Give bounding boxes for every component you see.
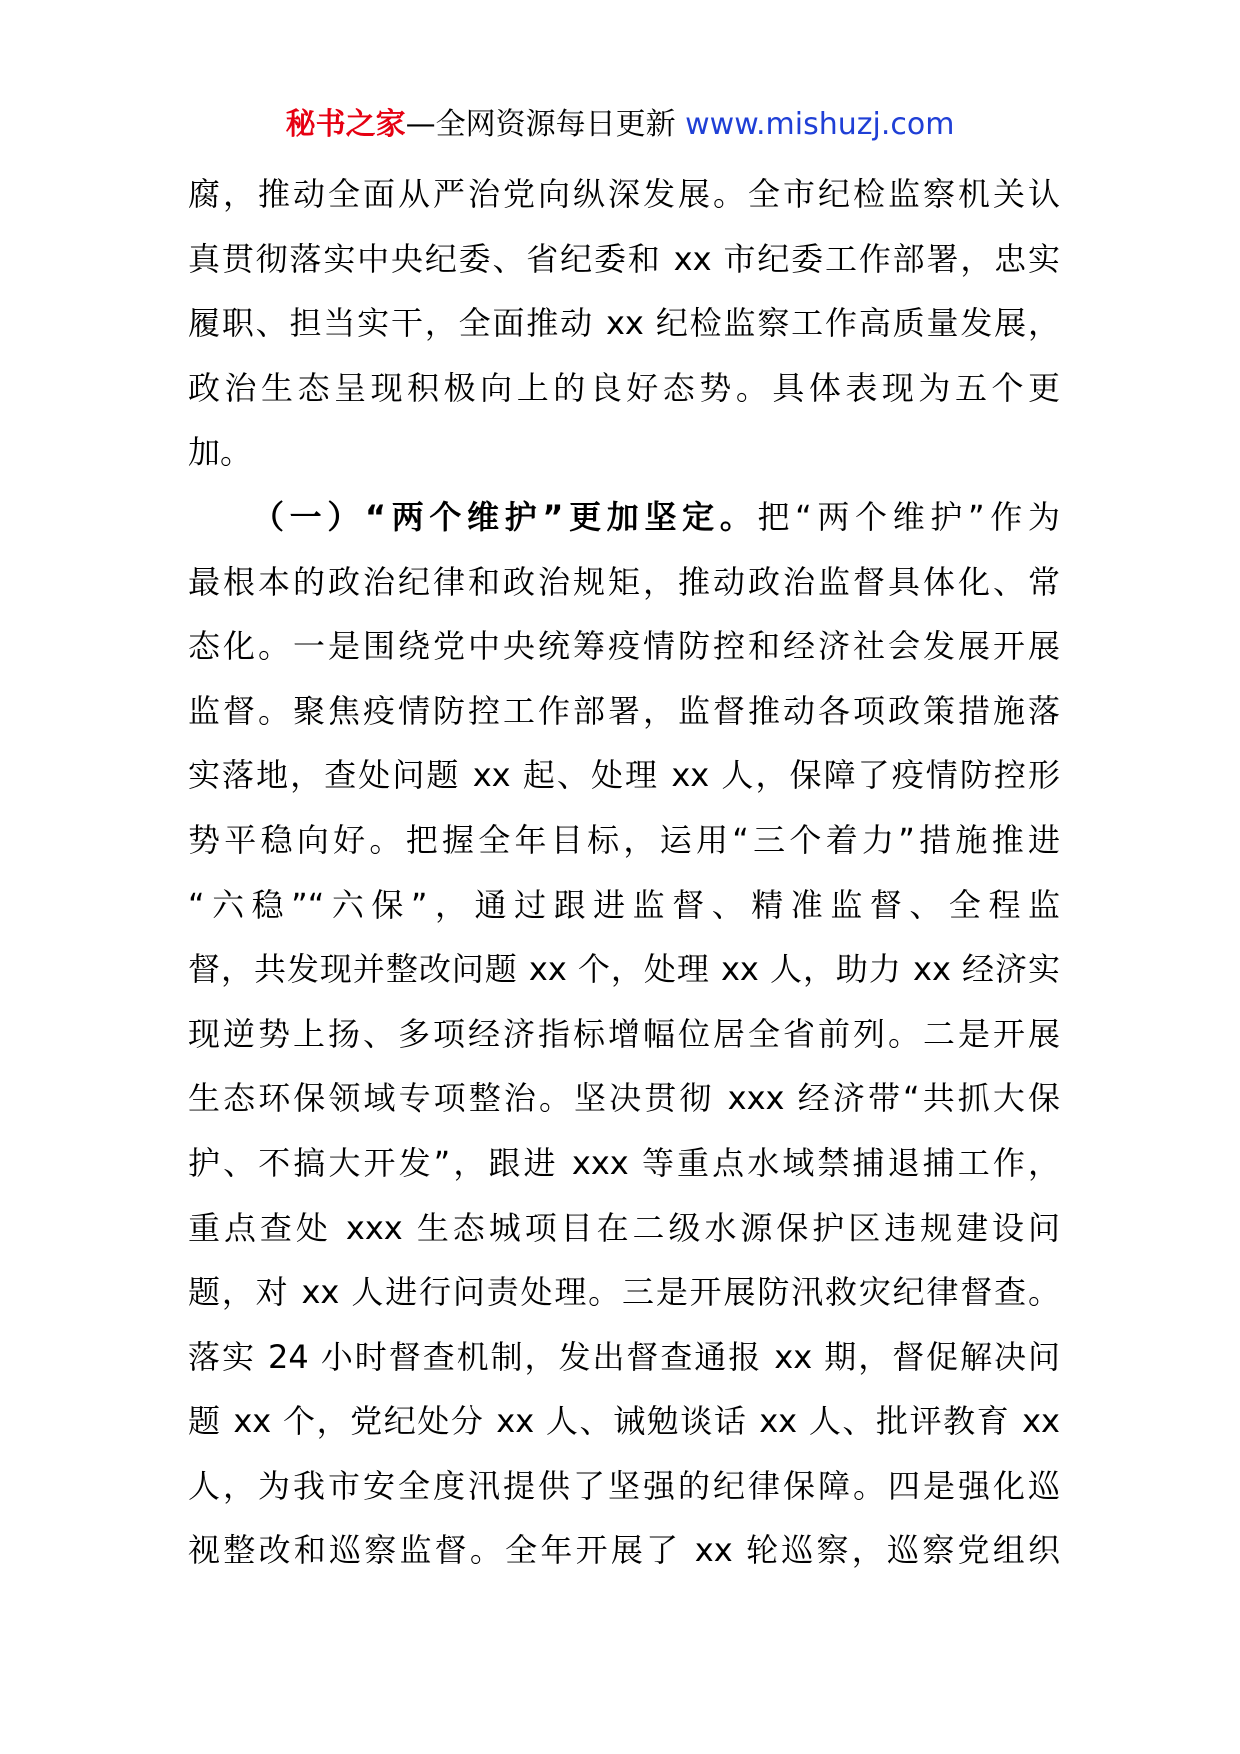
text-line: 现逆势上扬、多项经济指标增幅位居全省前列。二是开展: [188, 1014, 1060, 1053]
text-line: 视整改和巡察监督。全年开展了 xx 轮巡察，巡察党组织: [188, 1531, 1060, 1570]
text-line: 落实 24 小时督查机制，发出督查通报 xx 期，督促解决问: [188, 1337, 1060, 1376]
site-link[interactable]: www.mishuzj.com: [685, 107, 955, 142]
section-heading: （一）“两个维护”更加坚定。: [252, 497, 758, 536]
text-line: 人，为我市安全度汛提供了坚强的纪律保障。四是强化巡: [188, 1466, 1060, 1505]
page-header: [0, 100, 1240, 150]
document-body: [188, 162, 1060, 1583]
section-first-line-text: 把“两个维护”作为: [757, 497, 1060, 536]
text-line: 加。: [188, 433, 253, 472]
text-line: 生态环保领域专项整治。坚决贯彻 xxx 经济带“共抓大保: [188, 1079, 1060, 1118]
text-line: 题 xx 个，党纪处分 xx 人、诫勉谈话 xx 人、批评教育 xx: [188, 1402, 1060, 1441]
text-line: 腐，推动全面从严治党向纵深发展。全市纪检监察机关认: [188, 175, 1060, 213]
section-first-line: [188, 485, 1060, 550]
text-line: 题，对 xx 人进行问责处理。三是开展防汛救灾纪律督查。: [188, 1273, 1060, 1312]
text-line: 势平稳向好。把握全年目标，运用“三个着力”措施推进: [188, 820, 1060, 859]
text-line: 政治生态呈现积极向上的良好态势。具体表现为五个更: [188, 368, 1060, 407]
text-line: 实落地，查处问题 xx 起、处理 xx 人，保障了疫情防控形: [188, 756, 1060, 795]
text-line: 督，共发现并整改问题 xx 个，处理 xx 人，助力 xx 经济实: [188, 950, 1060, 989]
text-line: 最根本的政治纪律和政治规矩，推动政治监督具体化、常: [188, 562, 1060, 601]
header-tagline: —全网资源每日更新: [405, 107, 686, 142]
text-line: 护、不搞大开发”，跟进 xxx 等重点水域禁捕退捕工作，: [188, 1143, 1060, 1182]
text-line: 重点查处 xxx 生态城项目在二级水源保护区违规建设问: [188, 1208, 1060, 1247]
text-line: 真贯彻落实中央纪委、省纪委和 xx 市纪委工作部署，忠实: [188, 239, 1060, 278]
text-line: 态化。一是围绕党中央统筹疫情防控和经济社会发展开展: [188, 627, 1060, 666]
brand-name[interactable]: 秘书之家: [285, 107, 406, 142]
text-line: “六稳”“六保”，通过跟进监督、精准监督、全程监: [188, 885, 1060, 924]
text-line: 监督。聚焦疫情防控工作部署，监督推动各项政策措施落: [188, 691, 1060, 730]
text-line: 履职、担当实干，全面推动 xx 纪检监察工作高质量发展，: [188, 304, 1060, 343]
